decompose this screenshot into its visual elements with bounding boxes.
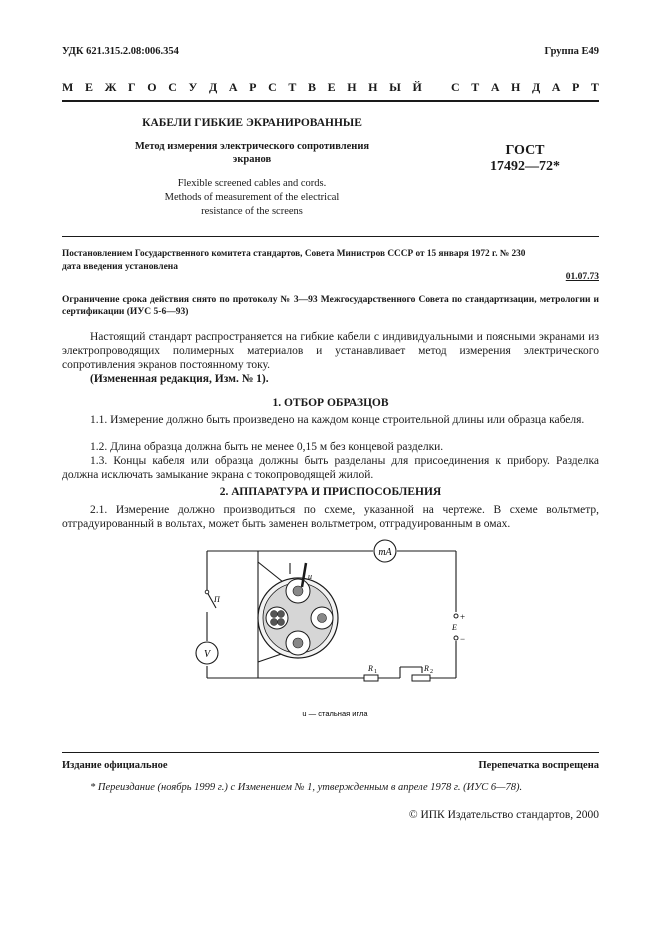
section-2-heading: 2. АППАРАТУРА И ПРИСПОСОБЛЕНИЯ <box>219 486 442 498</box>
banner-letter: С <box>168 80 177 94</box>
needle-label: u <box>308 572 312 581</box>
emf-label: E <box>452 623 457 632</box>
banner-letter: Р <box>249 80 257 94</box>
banner-letter: Н <box>368 80 378 94</box>
reprint-notice: Перепечатка воспрещена <box>478 760 599 771</box>
limit-note: Ограничение срока действия снято по протоколу № 3—93 Межгосударственного Совета по стандартизации, метрологии и сертификации (ИУС 5-6—93) <box>62 295 599 317</box>
circuit-diagram <box>190 538 480 720</box>
banner-letter: Е <box>327 80 336 94</box>
official-edition: Издание официальное <box>62 760 168 771</box>
banner-letter: Н <box>347 80 357 94</box>
r1-subscript: 1 <box>374 669 377 675</box>
banner-letter: С <box>451 80 460 94</box>
banner-letter: Т <box>590 80 599 94</box>
resistor-r2 <box>412 675 430 681</box>
banner-letter: О <box>147 80 157 94</box>
cable-cross-section <box>258 578 338 658</box>
r2-subscript: 2 <box>430 669 433 675</box>
document-title: КАБЕЛИ ГИБКИЕ ЭКРАНИРОВАННЫЕ <box>142 117 362 129</box>
switch-contact <box>205 590 209 594</box>
banner-letter: Т <box>471 80 480 94</box>
resistor-r1 <box>364 675 378 681</box>
english-title-line3: resistance of the screens <box>201 206 303 217</box>
banner-letter: Д <box>531 80 541 94</box>
effective-date: 01.07.73 <box>565 272 599 282</box>
paragraph-1-2: 1.2. Длина образца должна быть не менее 0,15 м без концевой разделки. <box>90 441 444 453</box>
banner-letter: Ж <box>104 80 117 94</box>
banner-letter: Ы <box>389 80 401 94</box>
banner-letter: А <box>551 80 561 94</box>
diagram-caption: u — стальная игла <box>302 709 368 718</box>
terminal-plus <box>454 614 458 618</box>
english-title-line1: Flexible screened cables and cords. <box>177 178 327 189</box>
document-subtitle-line1: Метод измерения электрического сопротивления <box>134 141 370 152</box>
minus-label: − <box>460 634 466 644</box>
title-rule <box>62 236 599 237</box>
banner-left <box>62 80 422 95</box>
r2-label: R <box>424 664 429 673</box>
banner-letter: У <box>188 80 198 94</box>
banner-right <box>451 80 599 95</box>
group-code: Группа Е49 <box>544 46 599 57</box>
banner-letter: В <box>307 80 316 94</box>
banner-letter: А <box>490 80 500 94</box>
footer-rule <box>62 752 599 753</box>
banner-letter: Г <box>128 80 136 94</box>
decree-line1: Постановлением Государственного комитета стандартов, Совета Министров СССР от 15 января 1972 г. № 230 <box>62 249 526 259</box>
document-subtitle-line2: экранов <box>232 154 272 165</box>
banner-letter: Й <box>412 80 422 94</box>
standard-banner <box>62 80 599 95</box>
decree-line2: дата введения установлена <box>62 262 179 272</box>
gost-label: ГОСТ <box>505 143 545 158</box>
plus-label: + <box>460 612 466 622</box>
intro-paragraph: Настоящий стандарт распространяется на гибкие кабели с индивидуальными и поясными экранами из электропроводящих полимерных материалов и устанавливает метод измерения электрического сопротивления экранов постоянному току. <box>62 331 599 371</box>
english-title-line2: Methods of measurement of the electrical <box>164 192 340 203</box>
section-1-heading: 1. ОТБОР ОБРАЗЦОВ <box>272 397 389 409</box>
banner-letter: Т <box>288 80 297 94</box>
banner-letter: Е <box>84 80 93 94</box>
banner-letter: Н <box>511 80 521 94</box>
switch-label: П <box>214 595 220 604</box>
udk-code: УДК 621.315.2.08:006.354 <box>62 46 179 57</box>
terminal-minus <box>454 636 458 640</box>
banner-letter: А <box>228 80 238 94</box>
banner-letter: С <box>268 80 277 94</box>
voltmeter-label: V <box>203 649 211 660</box>
paragraph-1-3: 1.3. Концы кабеля или образца должны быть разделаны для присоединения к прибору. Разделка должна исключать замыкание экрана с токопроводящей жилой. <box>62 455 599 481</box>
edition-note: (Измененная редакция, Изм. № 1). <box>90 373 269 385</box>
gost-number: 17492—72* <box>490 159 560 174</box>
milliammeter-label: mA <box>378 547 392 558</box>
r1-label: R <box>368 664 373 673</box>
paragraph-2-1: 2.1. Измерение должно производиться по схеме, указанной на чертеже. В схеме вольтметр, отградуированный в вольтах, может быть заменен вольтметром, отградуированным в омах. <box>62 504 599 530</box>
paragraph-1-1: 1.1. Измерение должно быть произведено на каждом конце строительной длины или образца кабеля. <box>90 414 585 426</box>
banner-letter: Р <box>572 80 580 94</box>
banner-letter: М <box>62 80 74 94</box>
reissue-note: * Переиздание (ноябрь 1999 г.) с Изменением № 1, утвержденным в апреле 1978 г. (ИУС 6—78). <box>90 782 523 793</box>
banner-letter: Д <box>208 80 218 94</box>
copyright: © ИПК Издательство стандартов, 2000 <box>408 809 599 821</box>
banner-rule <box>62 100 599 102</box>
